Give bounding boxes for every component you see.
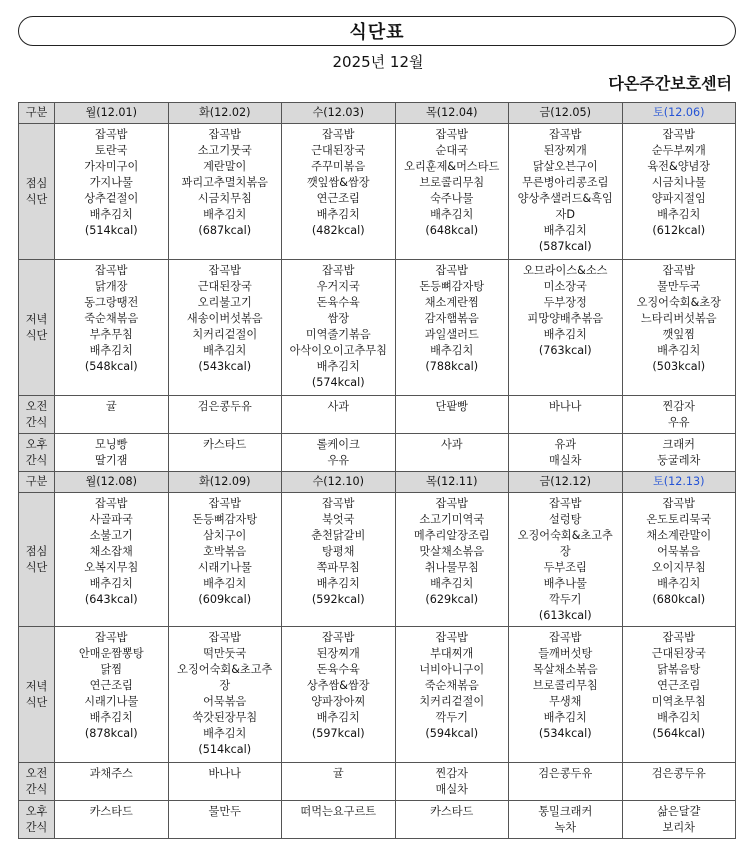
snack-cell: 귤 xyxy=(282,763,396,801)
snack-cell: 카스타드 xyxy=(55,801,169,839)
day-header: 금(12.05) xyxy=(509,103,623,124)
snack-cell: 카스타드 xyxy=(395,801,509,839)
row-label-lunch: 점심 식단 xyxy=(19,493,55,627)
menu-cell: 잡곡밥 근대된장국 오리불고기 새송이버섯볶음 치커리겉절이 배추김치 (543kcal) xyxy=(168,260,282,396)
menu-cell: 잡곡밥 북엇국 춘천닭갈비 탕평채 쪽파무침 배추김치 (592kcal) xyxy=(282,493,396,627)
row-label-dinner: 저녁 식단 xyxy=(19,260,55,396)
menu-cell: 잡곡밥 들깨버섯탕 목살채소볶음 브로콜리무침 무생채 배추김치 (534kcal) xyxy=(509,627,623,763)
snack-cell: 통밀크래커 녹차 xyxy=(509,801,623,839)
menu-cell: 잡곡밥 사골파국 소불고기 채소잡채 오복지무침 배추김치 (643kcal) xyxy=(55,493,169,627)
row-label-afternoon-snack: 오후 간식 xyxy=(19,434,55,472)
snack-cell: 검은콩두유 xyxy=(509,763,623,801)
menu-table xyxy=(18,102,736,839)
menu-cell: 잡곡밥 돈등뼈감자탕 삼치구이 호박볶음 시래기나물 배추김치 (609kcal) xyxy=(168,493,282,627)
week1-lunch-row xyxy=(19,124,736,260)
header-category: 구분 xyxy=(19,103,55,124)
menu-cell: 잡곡밥 안매운짬뽕탕 닭찜 연근조림 시래기나물 배추김치 (878kcal) xyxy=(55,627,169,763)
week1-afternoon-snack-row xyxy=(19,434,736,472)
week2-lunch-row xyxy=(19,493,736,627)
day-header: 수(12.03) xyxy=(282,103,396,124)
row-label-morning-snack: 오전 간식 xyxy=(19,396,55,434)
menu-cell: 잡곡밥 근대된장국 주꾸미볶음 깻잎쌈&쌈장 연근조림 배추김치 (482kcal) xyxy=(282,124,396,260)
week2-dinner-row xyxy=(19,627,736,763)
menu-cell: 잡곡밥 닭개장 동그랑땡전 죽순채볶음 부추무침 배추김치 (548kcal) xyxy=(55,260,169,396)
page-title: 식단표 xyxy=(349,22,405,43)
snack-cell: 바나나 xyxy=(509,396,623,434)
menu-cell: 잡곡밥 우거지국 돈육수육 쌈장 미역줄기볶음 아삭이오이고추무침 배추김치 (574kcal) xyxy=(282,260,396,396)
row-label-lunch: 점심 식단 xyxy=(19,124,55,260)
day-header: 화(12.02) xyxy=(168,103,282,124)
header-category: 구분 xyxy=(19,472,55,493)
snack-cell: 롤케이크 우유 xyxy=(282,434,396,472)
snack-cell: 검은콩두유 xyxy=(622,763,736,801)
snack-cell: 사과 xyxy=(395,434,509,472)
day-header: 월(12.08) xyxy=(55,472,169,493)
menu-cell: 잡곡밥 설렁탕 오징어숙회&초고추 장 두부조림 배추나물 깍두기 (613kcal) xyxy=(509,493,623,627)
snack-cell: 카스타드 xyxy=(168,434,282,472)
menu-cell: 잡곡밥 물만두국 오징어숙회&초장 느타리버섯볶음 깻잎찜 배추김치 (503kcal) xyxy=(622,260,736,396)
menu-cell: 잡곡밥 온도토리묵국 채소계란말이 어묵볶음 오이지무침 배추김치 (680kcal) xyxy=(622,493,736,627)
week2-morning-snack-row xyxy=(19,763,736,801)
snack-cell: 삶은달걀 보리차 xyxy=(622,801,736,839)
day-header: 수(12.10) xyxy=(282,472,396,493)
menu-cell: 잡곡밥 순두부찌개 육전&양념장 시금치나물 양파지절임 배추김치 (612kcal) xyxy=(622,124,736,260)
snack-cell: 검은콩두유 xyxy=(168,396,282,434)
week1-header-row xyxy=(19,103,736,124)
week1-dinner-row xyxy=(19,260,736,396)
center-name: 다온주간보호센터 xyxy=(608,74,732,93)
day-header: 목(12.11) xyxy=(395,472,509,493)
day-header: 화(12.09) xyxy=(168,472,282,493)
snack-cell: 물만두 xyxy=(168,801,282,839)
menu-cell: 오므라이스&소스 미소장국 두부장정 피망양배추볶음 배추김치 (763kcal) xyxy=(509,260,623,396)
menu-title-box xyxy=(18,16,736,46)
snack-cell: 찐감자 우유 xyxy=(622,396,736,434)
day-header-saturday: 토(12.06) xyxy=(622,103,736,124)
snack-cell: 귤 xyxy=(55,396,169,434)
snack-cell: 바나나 xyxy=(168,763,282,801)
menu-cell: 잡곡밥 근대된장국 닭볶음탕 연근조림 미역초무침 배추김치 (564kcal) xyxy=(622,627,736,763)
snack-cell: 사과 xyxy=(282,396,396,434)
snack-cell: 찐감자 매실차 xyxy=(395,763,509,801)
week2-afternoon-snack-row xyxy=(19,801,736,839)
week1-morning-snack-row xyxy=(19,396,736,434)
menu-cell: 잡곡밥 부대찌개 너비아니구이 죽순채볶음 치커리겉절이 깍두기 (594kcal) xyxy=(395,627,509,763)
day-header: 월(12.01) xyxy=(55,103,169,124)
snack-cell: 과채주스 xyxy=(55,763,169,801)
menu-cell: 잡곡밥 떡만둣국 오징어숙회&초고추 장 어묵볶음 쑥갓된장무침 배추김치 (514kcal) xyxy=(168,627,282,763)
menu-cell: 잡곡밥 된장찌개 돈육수육 상추쌈&쌈장 양파장아찌 배추김치 (597kcal) xyxy=(282,627,396,763)
menu-cell: 잡곡밥 토란국 가자미구이 가지나물 상추겉절이 배추김치 (514kcal) xyxy=(55,124,169,260)
week2-header-row xyxy=(19,472,736,493)
menu-cell: 잡곡밥 돈등뼈감자탕 채소계란찜 감자햄볶음 과일샐러드 배추김치 (788kcal) xyxy=(395,260,509,396)
day-header: 금(12.12) xyxy=(509,472,623,493)
snack-cell: 모닝빵 딸기잼 xyxy=(55,434,169,472)
snack-cell: 크래커 둥굴레차 xyxy=(622,434,736,472)
menu-cell: 잡곡밥 소고기뭇국 계란말이 꽈리고추멸치볶음 시금치무침 배추김치 (687kcal) xyxy=(168,124,282,260)
month-subtitle: 2025년 12월 xyxy=(332,53,424,71)
snack-cell: 유과 매실차 xyxy=(509,434,623,472)
snack-cell: 떠먹는요구르트 xyxy=(282,801,396,839)
row-label-morning-snack: 오전 간식 xyxy=(19,763,55,801)
day-header-saturday: 토(12.13) xyxy=(622,472,736,493)
snack-cell: 단팥빵 xyxy=(395,396,509,434)
menu-cell: 잡곡밥 순대국 오리훈제&머스타드 브로콜리무침 숙주나물 배추김치 (648kcal) xyxy=(395,124,509,260)
menu-cell: 잡곡밥 소고기미역국 메추리알장조림 맛살채소볶음 취나물무침 배추김치 (629kcal) xyxy=(395,493,509,627)
day-header: 목(12.04) xyxy=(395,103,509,124)
menu-cell: 잡곡밥 된장찌개 닭살오븐구이 무른병아리콩조림 양상추샐러드&흑임 자D 배추김치 (587kcal) xyxy=(509,124,623,260)
row-label-afternoon-snack: 오후 간식 xyxy=(19,801,55,839)
row-label-dinner: 저녁 식단 xyxy=(19,627,55,763)
